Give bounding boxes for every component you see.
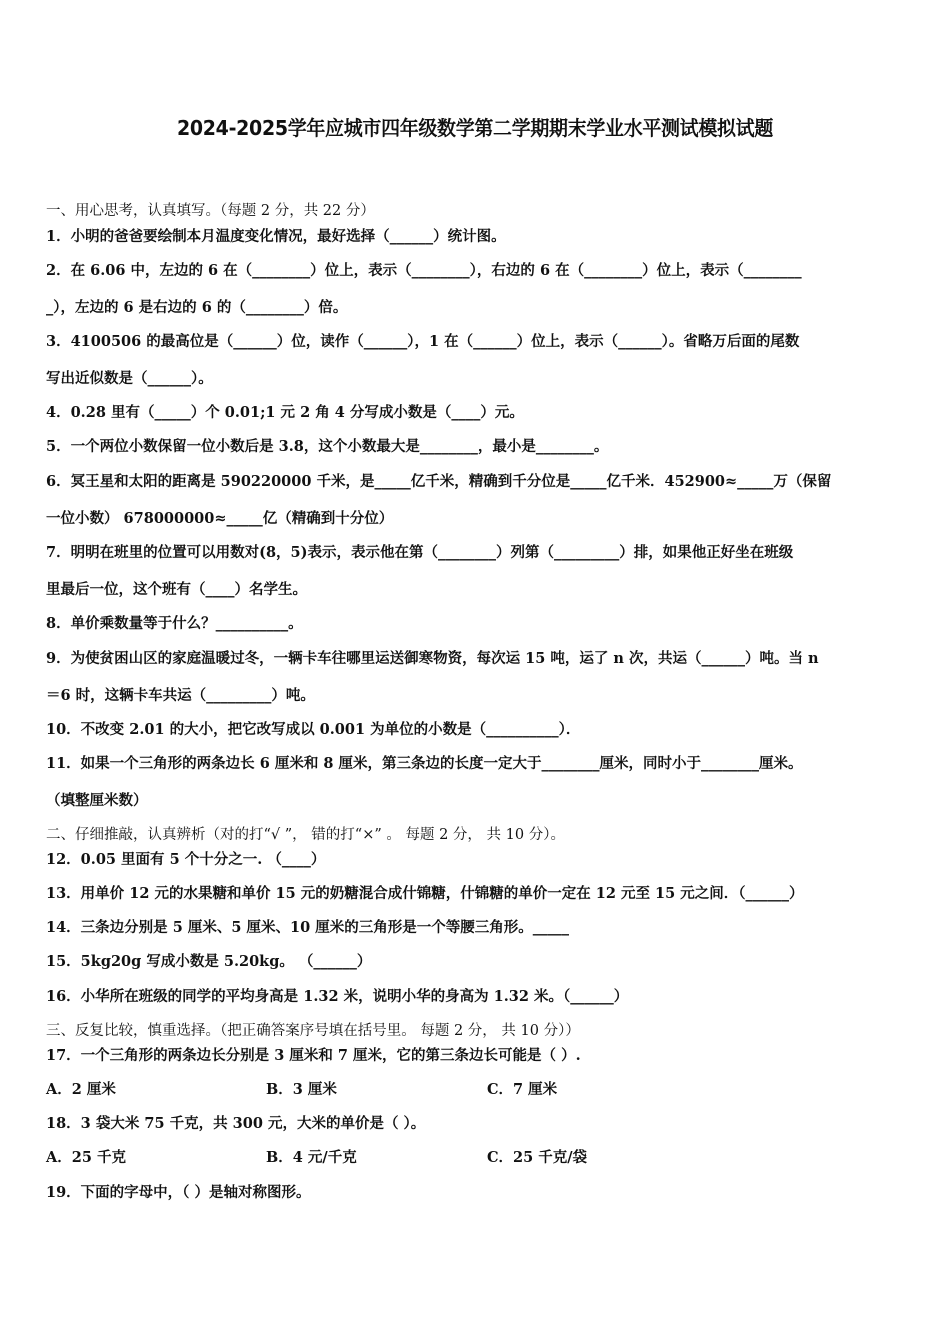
question-line: 14．三条边分别是 5 厘米、5 厘米、10 厘米的三角形是一个等腰三角形。_____ bbox=[46, 919, 569, 936]
q17-option-b: B．3 厘米 bbox=[266, 1081, 337, 1098]
question-line: 写出近似数是（______）。 bbox=[46, 370, 213, 387]
section-3-header: 三、反复比较，慎重选择。（把正确答案序号填在括号里。 每题 2 分， 共 10 分）） bbox=[46, 1023, 580, 1039]
q18-option-c: C．25 千克/袋 bbox=[487, 1149, 588, 1166]
exam-title: 2024-2025学年应城市四年级数学第二学期期末学业水平测试模拟试题 bbox=[176, 116, 774, 140]
section-2-header: 二、仔细推敲，认真辨析（对的打“√ ”， 错的打“×” 。 每题 2 分， 共 10 分）。 bbox=[46, 827, 565, 843]
question-line: 2．在 6.06 中，左边的 6 在（________）位上，表示（________），右边的 6 在（________）位上，表示（________ bbox=[46, 262, 802, 279]
question-line: 9．为使贫困山区的家庭温暖过冬，一辆卡车往哪里运送御寒物资，每次运 15 吨，运了 n 次，共运（______）吨。当 n bbox=[46, 650, 819, 667]
question-line: 16．小华所在班级的同学的平均身高是 1.32 米，说明小华的身高为 1.32 米。（______） bbox=[46, 988, 629, 1005]
question-line: （填整厘米数） bbox=[46, 792, 148, 809]
q17-option-c: C．7 厘米 bbox=[487, 1081, 558, 1098]
section-1-header: 一、用心思考，认真填写。（每题 2 分，共 22 分） bbox=[46, 203, 375, 219]
question-19: 19．下面的字母中，（ ）是轴对称图形。 bbox=[46, 1184, 311, 1201]
question-line: 5．一个两位小数保留一位小数后是 3.8，这个小数最大是________，最小是________。 bbox=[46, 438, 609, 455]
question-18: 18．3 袋大米 75 千克，共 300 元，大米的单价是（ ）。 bbox=[46, 1115, 426, 1132]
question-line: 6．冥王星和太阳的距离是 590220000 千米，是_____亿千米，精确到千分位是_____亿千米．452900≈_____万（保留 bbox=[46, 473, 832, 490]
question-line: 7．明明在班里的位置可以用数对(8，5)表示，表示他在第（________）列第（_________）排，如果他正好坐在班级 bbox=[46, 544, 794, 561]
question-line: 里最后一位，这个班有（____）名学生。 bbox=[46, 581, 307, 598]
question-line: 1．小明的爸爸要绘制本月温度变化情况，最好选择（______）统计图。 bbox=[46, 228, 506, 245]
q18-option-b: B．4 元/千克 bbox=[266, 1149, 357, 1166]
q18-option-a: A．25 千克 bbox=[46, 1149, 126, 1166]
question-line: 一位小数） 678000000≈_____亿（精确到十分位） bbox=[46, 510, 394, 527]
question-line: 11．如果一个三角形的两条边长 6 厘米和 8 厘米，第三条边的长度一定大于________厘米，同时小于________厘米。 bbox=[46, 755, 803, 772]
question-line: 10．不改变 2.01 的大小，把它改写成以 0.001 为单位的小数是（__________）． bbox=[46, 721, 581, 738]
question-line: 8．单价乘数量等于什么？__________。 bbox=[46, 615, 303, 632]
question-17: 17．一个三角形的两条边长分别是 3 厘米和 7 厘米，它的第三条边长可能是（ ）. bbox=[46, 1047, 581, 1064]
q17-option-a: A．2 厘米 bbox=[46, 1081, 116, 1098]
question-line: 3．4100506 的最高位是（______）位，读作（______），1 在（______）位上，表示（______）。省略万后面的尾数 bbox=[46, 333, 800, 350]
question-line: 12．0.05 里面有 5 个十分之一. （____） bbox=[46, 851, 326, 868]
question-line: ＝6 时，这辆卡车共运（_________）吨。 bbox=[46, 687, 315, 704]
question-line: 4．0.28 里有（_____）个 0.01;1 元 2 角 4 分写成小数是（____）元。 bbox=[46, 404, 524, 421]
question-line: 13．用单价 12 元的水果糖和单价 15 元的奶糖混合成什锦糖，什锦糖的单价一定在 12 元至 15 元之间．（______） bbox=[46, 885, 804, 902]
question-line: 15．5kg20g 写成小数是 5.20kg。 （______） bbox=[46, 953, 372, 970]
question-line: _），左边的 6 是右边的 6 的（________）倍。 bbox=[46, 299, 348, 316]
